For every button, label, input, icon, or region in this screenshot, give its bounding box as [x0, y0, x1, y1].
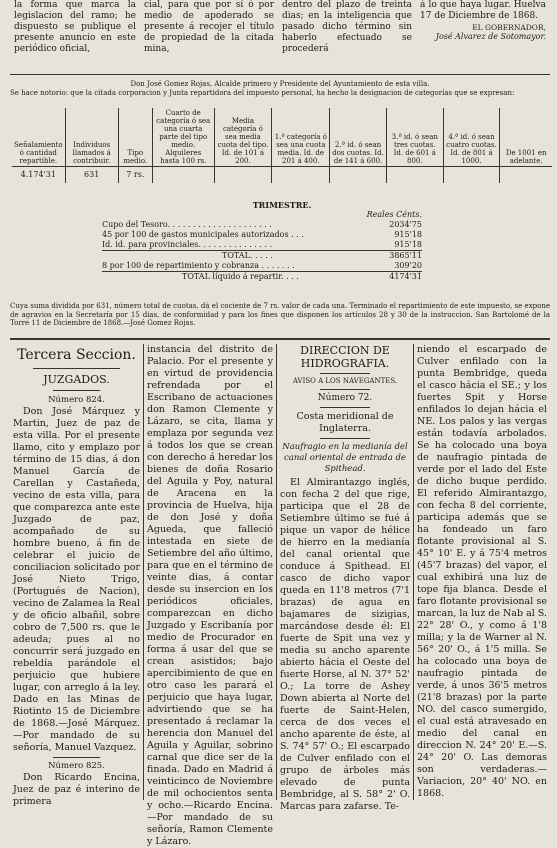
table-header-cell: 3.ª id. ó sean tres cuotas. Id. de 601 á 800.: [386, 108, 443, 167]
table-header-cell: Señalamiento ó cantidad repartible.: [14, 141, 63, 165]
table-cell: [330, 167, 387, 184]
costa-heading: Costa meridional de Inglaterra.: [296, 410, 394, 434]
direccion-rule: [320, 373, 370, 374]
table-cell: [272, 167, 330, 184]
table-header-cell: Media categoría ó sea media cuota del tipo. Id. de 101 á 200.: [214, 108, 272, 167]
bottom-column-2: [143, 344, 276, 847]
top-column-2: cial, para que por sí ó por medio de apoderado se presente á recojer el título de propiedad de la citada mina,: [144, 0, 274, 54]
notice-number: Número 825.: [48, 761, 105, 771]
notice-number: Número 72.: [317, 392, 373, 403]
direccion-heading: DIRECCION DE HIDROGRAFIA.: [300, 344, 390, 370]
top-column-3: dentro del plazo de treinta dias; en la inteligencia que pasado dicho término sin haberlo efectuado se procederá: [282, 0, 412, 54]
top-column-4-text: á lo que haya lugar. Huelva 17 de Diciembre de 1868.: [420, 0, 546, 21]
trimestre-row: [102, 261, 422, 272]
trimestre-title: TRIMESTRE.: [252, 200, 312, 210]
declaration-line-1: Don José Gomez Rojas, Alcalde primero y Presidente del Ayuntamiento de esta villa.: [130, 80, 430, 88]
number-rule: [320, 407, 370, 408]
costa-rule: [320, 438, 370, 439]
notice-text: Don José Márquez y Martin, Juez de paz de esta villa. Por el presente llamo, cito y emplazo por término de 15 dias, á don Manuel García de Carellan y Castañeda, vecino de esta villa, para que comparezca ante este Juzgado de paz, acompañado de su hombre bueno, á fin de celebrar el juicio de conciliacion solicitado por José Nieto Trigo, (Portugués de Nacion), vecino de Zalamea la Real y de oficio albañil, sobre cobro de 7,500 rs. que le adeuda; pues al no concurrir será juzgado en rebeldía parándole el perjuicio que hubiere lugar, con arreglo á la ley. Dado en las Minas de Riotinto 15 de Diciembre de 1868.—José Márquez.—Por mandado de su señoría, Manuel Vazquez.: [13, 406, 140, 753]
trimestre-value: 2034'75: [389, 220, 422, 229]
table-header-cell: Tipo medio.: [118, 108, 152, 167]
declaration: [10, 80, 550, 97]
trimestre-value: 3865'11: [389, 251, 422, 260]
bottom-column-1: [10, 344, 143, 807]
table-cell: [443, 167, 500, 184]
table-header-cell: De 1001 en adelante.: [500, 108, 552, 167]
section-title: Tercera Seccion.: [17, 347, 136, 363]
bottom-columns: [10, 344, 550, 847]
bottom-column-4: [413, 344, 550, 800]
trimestre-row: [102, 251, 422, 261]
table-header-cell: Individuos llamados á contribuir.: [65, 108, 118, 167]
table-cell: [500, 167, 552, 184]
table-header-cell: 1.ª categoría ó sea una cuota media. Id. de 201 á 400.: [272, 108, 330, 167]
trimestre-block: [12, 200, 552, 282]
juzgados-heading: JUZGADOS.: [43, 373, 110, 386]
trimestre-value: 915'18: [394, 230, 422, 239]
top-column-1: la forma que marca la legislacion del ramo; he dispuesto se publique el presente anuncio en este periódico oficial,: [14, 0, 136, 54]
notice-number: Número 824.: [48, 395, 105, 405]
notice-text: Don Ricardo Encina, Juez de paz é interino de primera: [13, 772, 140, 807]
table-header-row: [12, 108, 552, 167]
divider-top: [10, 74, 550, 75]
trimestre-value: 4174'31: [389, 272, 422, 281]
divider-bottom: [10, 338, 550, 340]
table-header-cell: 2.ª id. ó sean dos cuotas. Id. de 141 á 600.: [330, 108, 387, 167]
signer-name: José Alvarez de Sotomayor.: [435, 31, 546, 41]
trimestre-value: 915'18: [394, 240, 422, 249]
notice-text: El Almirantazgo inglés, con fecha 2 del que rige, participa que el 28 de Setiembre último se fué á pique un vapor de hélice de hierro en la medianía del canal oriental que conduce á Spithead. El casco de dicho vapor queda en 11'8 metros (7'1 brazas) de agua en bajamares de sizigias, marcándose desde él: El fuerte de Spit una vez y media su ancho aparente abierto hácia el Oeste del fuerte Horse, al N. 37° 52' O.; La torre de Ashey Down abierta al Norte del fuerte de Saint-Helen, cerca de dos veces el ancho aparente de éste, al S. 74° 57' O.; El escarpado de Culver enfilado con el grupo de árboles más elevado de punta Bembridge, al S. 58° 2' O. Marcas para zafarse. Te-: [280, 476, 410, 812]
trimestre-label: 8 por 100 de repartimiento y cobranza . . . . . . .: [102, 261, 295, 270]
table-row: [12, 167, 552, 184]
notice-text: niendo el escarpado de Culver enfilado con la punta Bembridge, queda el casco hácia el SE.; y los fuertes Spit y Horse enfilados lo dejan hácia el NE. Los palos y las vergas están todavía arbolados. Se ha colocado una boya de naufragio pintada de verde por el lado del Este de dicho buque perdido. El referido Almirantazgo, con fecha 8 del corriente, participa además que se ha fondeado un faro flotante provisional al S. 45° 10' E. y á 75'4 metros (45'7 brazas) del vapor, el cual exhibirá una luz de tope fija blanca. Desde el faro flotante provisional se marcan, la luz de Nab al S. 22° 28' O., y como á 1'8 milla; y la de Warner al N. 56° 20' O., á 1'5 milla. Se ha colocado una boya de naufragio pintada de verde, á unos 36'5 metros (21'8 brazas) por la parte NO. del casco sumergido, el cual está atravesado en medio del canal en direccion N. 24° 20' E.—S. 24° 20' O. Las demoras son verdaderas.—Variacion, 20° 40' NO. en 1868.: [417, 344, 547, 799]
notice-rule: [53, 757, 100, 758]
trimestre-row: [102, 230, 422, 240]
top-notice-strip: [10, 0, 550, 70]
signer-title: EL GOBERNADOR,: [472, 23, 546, 32]
notice-text: instancia del distrito de Palacio. Por el presente y en virtud de providencia refrendada por el Escribano de actuaciones don Ramon Clemente y Lázaro, se cita, llama y emplaza por segunda vez á todos los que se crean con derecho á heredar los bienes de doña Rosario del Aguila y Poy, natural de Aracena en la provincia de Huelva, hija de don José y doña Agueda, que falleció intestada en siete de Setiembre del año último, para que en el término de veinte dias, á contar desde su insercion en los periódicos oficiales, comparezcan en dicho Juzgado y Escribanía por medio de Procurador en forma á usar del que se crean asistidos; bajo apercibimiento de que en otro caso les parará el perjuicio que haya lugar, advirtiendo que se ha presentado á reclamar la herencia don Manuel del Aguila y Aguilar, sobrino carnal que dice ser de la finada. Dado en Madrid á veinticinco de Noviembre de mil ochocientos senta y ocho.—Ricardo Encina.—Por mandado de su señoría, Ramon Clemente y Lázaro.: [147, 344, 273, 847]
top-column-4: [416, 0, 550, 70]
table-cell: [152, 167, 214, 184]
table-cell: 7 rs.: [118, 167, 152, 184]
categories-table: [12, 108, 552, 183]
trimestre-label: TOTAL. . . . .: [222, 251, 273, 260]
juzgados-rule: [53, 390, 100, 391]
trimestre-label: Cupo del Tesoro. . . . . . . . . . . . . . . . . . . . .: [102, 220, 272, 229]
trimestre-label: TOTAL líquido á repartir. . . .: [182, 272, 299, 281]
trimestre-row: [102, 240, 422, 251]
trimestre-header-row: [102, 210, 422, 220]
table-header-cell: Cuarto de categoría ó sea una cuarta parte del tipo medio. Alquileres hasta 100 rs.: [152, 108, 214, 167]
naufragio-heading: Naufragio en la medianía del canal oriental de entrada de Spithead.: [282, 441, 408, 474]
section-rule: [33, 368, 120, 369]
table-cell: 4.174'31: [12, 167, 65, 184]
aviso-rule: [320, 389, 370, 390]
trimestre-label: Id. id. para provinciales. . . . . . . . . . . . . . .: [102, 240, 273, 249]
declaration-line-2: Se hace notorio: que la citada corporacion y Junta repartidora del impuesto personal, ha hecho la designacion de categorías que se expresan:: [10, 88, 515, 97]
table-cell: 631: [65, 167, 118, 184]
bottom-column-3: [276, 344, 413, 812]
aviso-heading: AVISO A LOS NAVEGANTES.: [292, 377, 398, 385]
trimestre-footer: Cuya suma dividida por 631, número total de cuotas, dá el cociente de 7 rs. valor de cada una. Terminado el repartimiento de este impuesto, se expone de agravios en la Secretaría por 15 dias, de conformidad y para los fines que disponen los artículos 28 y 30 de la instruccion. San Bartolomé de la Torre 11 de Diciembre de 1868.—José Gomez Rojas.: [10, 302, 550, 327]
trimestre-value: 309'20: [394, 261, 422, 270]
table-cell: [214, 167, 272, 184]
table-cell: [386, 167, 443, 184]
trimestre-label: 45 por 100 de gastos municipales autorizados . . .: [102, 230, 304, 239]
trimestre-row: [102, 272, 422, 282]
reales-header: Reales Cénts.: [366, 210, 422, 219]
table-header-cell: 4.ª id. ó sean cuatro cuotas. Id. de 801 á 1000.: [443, 108, 500, 167]
trimestre-row: [102, 220, 422, 230]
